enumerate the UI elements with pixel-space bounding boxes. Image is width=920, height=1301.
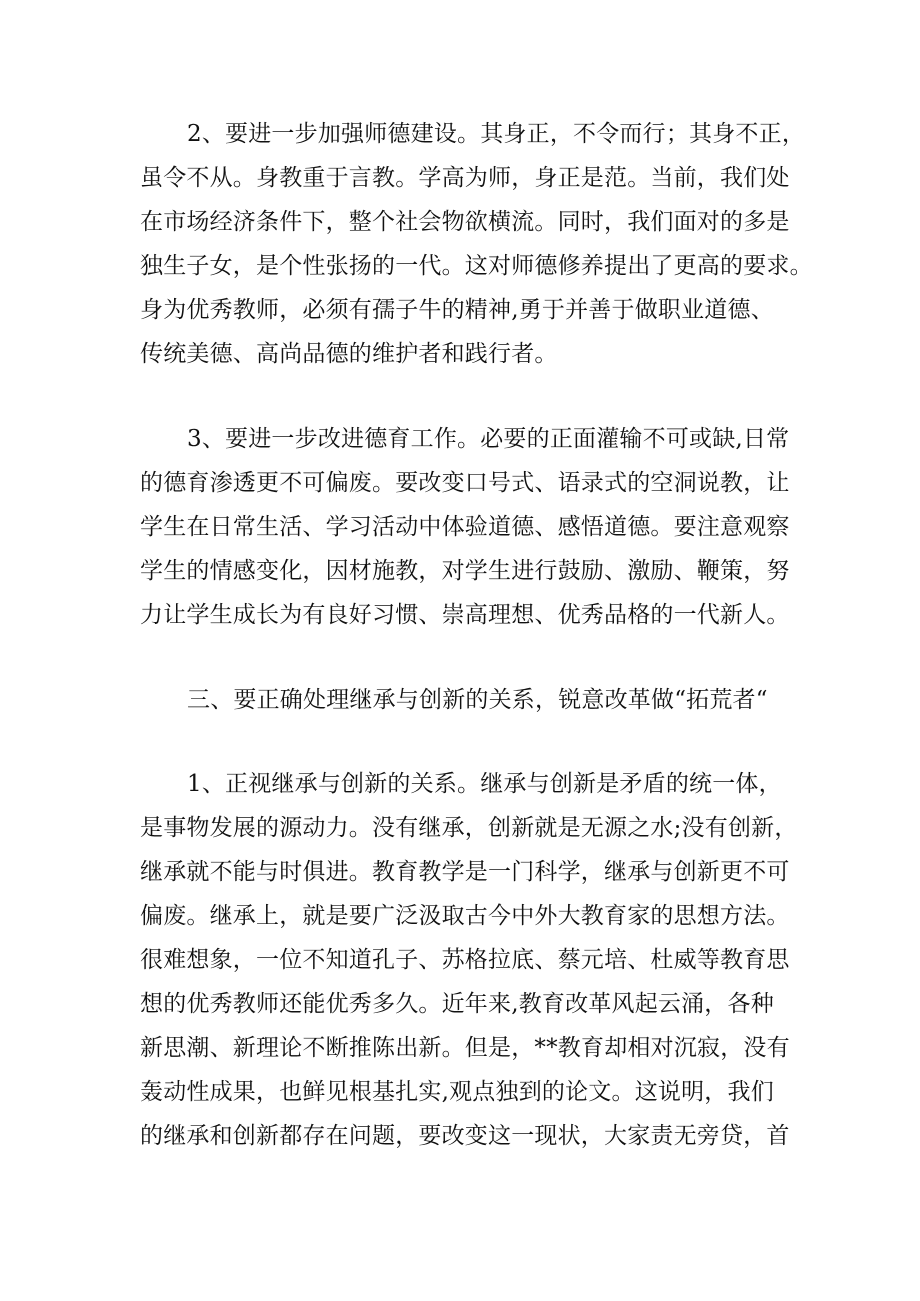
text-line: 3、要进一步改进德育工作。必要的正面灌输不可或缺,日常 — [187, 426, 790, 452]
text-line: 很难想象，一位不知道孔子、苏格拉底、蔡元培、杜威等教育思 — [140, 947, 790, 973]
text-line: 身为优秀教师，必须有孺子牛的精神,勇于并善于做职业道德、 — [140, 297, 774, 323]
text-line: 是事物发展的源动力。没有继承，创新就是无源之水;没有创新， — [140, 815, 798, 841]
section-heading: 三、要正确处理继承与创新的关系，锐意改革做“拓荒者“ — [187, 687, 768, 713]
text-line: 力让学生成长为有良好习惯、崇高理想、优秀品格的一代新人。 — [140, 602, 790, 628]
text-line: 继承就不能与时俱进。教育教学是一门科学，继承与创新更不可 — [140, 859, 790, 885]
text-line: 新思潮、新理论不断推陈出新。但是，**教育却相对沉寂，没有 — [140, 1035, 790, 1061]
text-line: 的继承和创新都存在问题，要改变这一现状，大家责无旁贷，首 — [140, 1123, 790, 1149]
text-line: 偏废。继承上，就是要广泛汲取古今中外大教育家的思想方法。 — [140, 903, 790, 929]
text-line: 独生子女，是个性张扬的一代。这对师德修养提出了更高的要求。 — [140, 253, 813, 279]
text-line: 虽令不从。身教重于言教。学高为师，身正是范。当前，我们处 — [140, 165, 790, 191]
text-line: 学生在日常生活、学习活动中体验道德、感悟道德。要注意观察 — [140, 514, 790, 540]
text-line: 1、正视继承与创新的关系。继承与创新是矛盾的统一体， — [187, 771, 782, 797]
text-line: 传统美德、高尚品德的维护者和践行者。 — [140, 341, 558, 367]
text-line: 想的优秀教师还能优秀多久。近年来,教育改革风起云涌，各种 — [140, 991, 774, 1017]
text-line: 2、要进一步加强师德建设。其身正，不令而行；其身不正， — [187, 121, 806, 147]
text-line: 的德育渗透更不可偏废。要改变口号式、语录式的空洞说教，让 — [140, 470, 790, 496]
text-line: 在市场经济条件下，整个社会物欲横流。同时，我们面对的多是 — [140, 209, 790, 235]
text-line: 学生的情感变化，因材施教，对学生进行鼓励、激励、鞭策，努 — [140, 558, 790, 584]
text-line: 轰动性成果，也鲜见根基扎实,观点独到的论文。这说明，我们 — [140, 1079, 774, 1105]
